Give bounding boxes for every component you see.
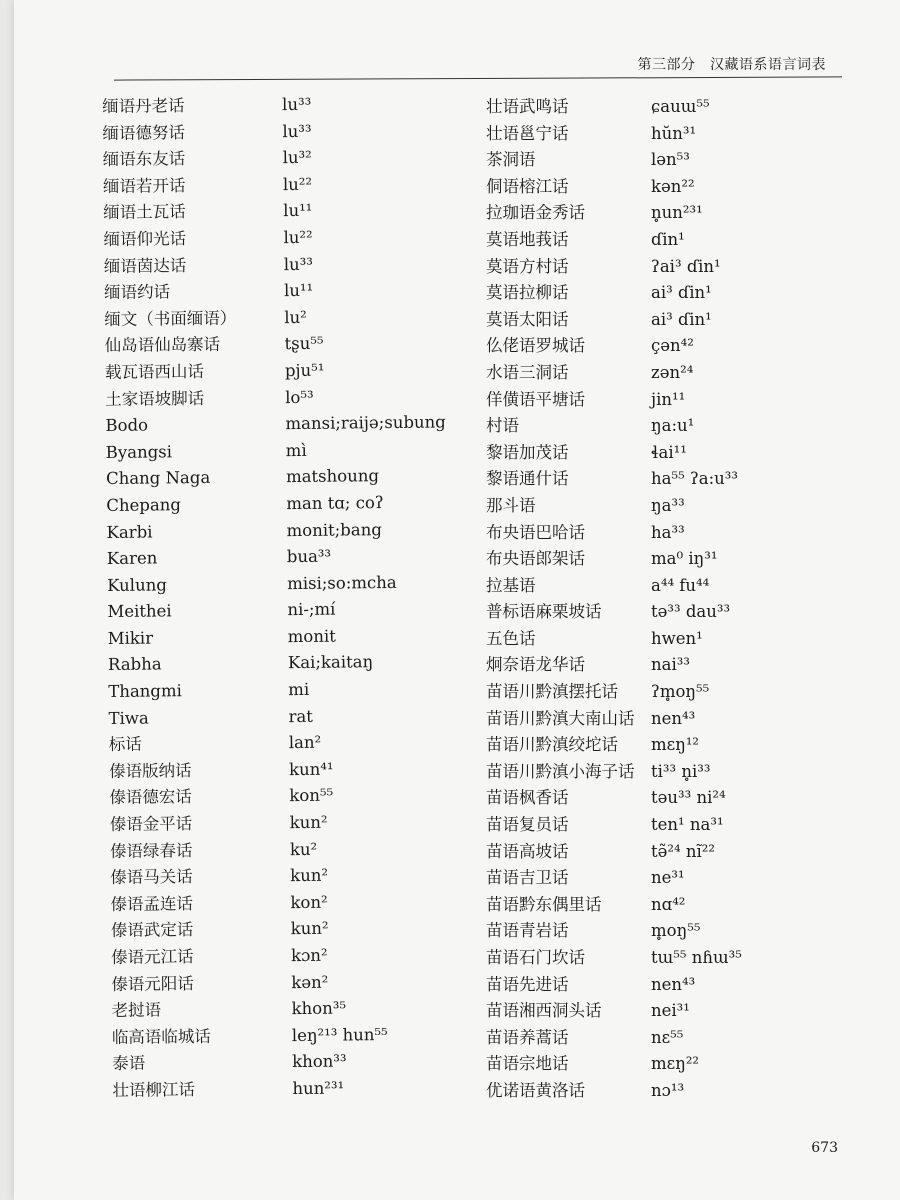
language-name: 苗语黔东偶里话 bbox=[486, 894, 602, 914]
vocab-entry bbox=[486, 254, 856, 281]
vocab-entry bbox=[486, 147, 856, 174]
vocab-entry bbox=[486, 652, 856, 679]
word-form: Kai;kaitaŋ bbox=[287, 652, 374, 673]
language-name: Rabha bbox=[107, 654, 162, 675]
language-name: Chang Naga bbox=[105, 468, 211, 489]
language-name: 佯僙语平塘话 bbox=[486, 389, 585, 409]
language-name: 缅语丹老话 bbox=[102, 96, 185, 116]
book-page bbox=[14, 0, 900, 1200]
language-name: 苗语川黔滇绞坨话 bbox=[486, 735, 618, 755]
vocab-entry bbox=[486, 200, 856, 227]
word-form: kən² bbox=[291, 972, 329, 992]
language-name: 炯奈语龙华话 bbox=[486, 655, 585, 675]
language-name: 傣语马关话 bbox=[110, 867, 193, 888]
language-name: 苗语川黔滇大南山话 bbox=[486, 708, 635, 728]
word-form: ku² bbox=[289, 839, 318, 859]
right-column bbox=[486, 94, 856, 1105]
word-form: mɛŋ²² bbox=[651, 1054, 700, 1074]
vocab-entry bbox=[486, 865, 856, 892]
language-name: 傣语孟连话 bbox=[110, 893, 194, 914]
word-form: jin¹¹ bbox=[651, 389, 686, 409]
word-form: lo⁵³ bbox=[285, 387, 314, 407]
word-form: matshoung bbox=[285, 466, 380, 487]
language-name: 仫佬语罗城话 bbox=[486, 336, 585, 356]
vocab-entry bbox=[486, 440, 856, 467]
vocab-entry bbox=[486, 174, 856, 201]
vocab-entry bbox=[486, 918, 856, 945]
word-form: ti³³ n̥i³³ bbox=[651, 761, 711, 781]
language-name: 标话 bbox=[108, 734, 142, 755]
language-name: 壮语武鸣话 bbox=[486, 97, 569, 116]
word-form: kun² bbox=[290, 865, 329, 886]
word-form: çən⁴² bbox=[651, 336, 694, 356]
vocab-entry bbox=[486, 785, 856, 812]
left-column bbox=[102, 94, 446, 1105]
vocab-entry bbox=[486, 945, 856, 972]
language-name: Karen bbox=[106, 548, 158, 569]
language-name: 临高语临城话 bbox=[111, 1026, 211, 1047]
running-header: 第三部分 汉藏语系语言词表 bbox=[637, 57, 826, 73]
word-form: ten¹ na³¹ bbox=[651, 815, 724, 835]
language-name: 傣语元阳话 bbox=[111, 973, 194, 994]
language-name: 苗语石门坎话 bbox=[486, 948, 585, 967]
vocab-entry bbox=[486, 599, 856, 626]
word-form: ŋa³³ bbox=[651, 495, 685, 515]
language-name: 苗语枫香话 bbox=[486, 788, 569, 808]
vocab-entry bbox=[486, 307, 856, 334]
word-form: nɛ⁵⁵ bbox=[651, 1027, 684, 1047]
word-form: ai³ ɗin¹ bbox=[651, 309, 712, 329]
word-form: nen⁴³ bbox=[651, 974, 696, 994]
language-name: 苗语青岩话 bbox=[486, 921, 569, 941]
word-form: mì bbox=[285, 440, 307, 460]
language-name: 缅语茵达话 bbox=[103, 255, 187, 276]
language-name: 苗语川黔滇摆托话 bbox=[486, 682, 618, 702]
word-form: kun² bbox=[289, 812, 328, 833]
language-name: 缅语德努话 bbox=[102, 122, 186, 143]
word-form: bua³³ bbox=[286, 546, 332, 567]
vocab-entry bbox=[486, 333, 856, 360]
vocab-entry bbox=[486, 493, 856, 520]
word-form: ʔm̥oŋ⁵⁵ bbox=[651, 682, 710, 702]
word-form: tə̃²⁴ nĩ²² bbox=[651, 841, 716, 861]
language-name: 傣语金平话 bbox=[109, 814, 193, 834]
word-form: tə³³ dau³³ bbox=[651, 602, 731, 622]
word-form: monit;bang bbox=[286, 519, 382, 540]
language-name: 泰语 bbox=[112, 1053, 146, 1074]
vocab-entry bbox=[486, 1078, 856, 1105]
word-form: lu¹¹ bbox=[283, 280, 314, 301]
language-name: 黎语通什话 bbox=[486, 469, 569, 489]
language-name: 拉珈语金秀话 bbox=[486, 203, 585, 223]
vocab-entry bbox=[486, 732, 856, 759]
word-form: pju⁵¹ bbox=[284, 360, 325, 381]
vocab-entry bbox=[486, 280, 856, 307]
language-name: 缅语约话 bbox=[103, 282, 171, 303]
language-name: 土家语坡脚话 bbox=[105, 388, 205, 409]
word-form: rat bbox=[288, 706, 313, 726]
word-form: nɑ⁴² bbox=[651, 894, 686, 914]
vocab-entry bbox=[486, 892, 856, 919]
word-form: leŋ²¹³ hun⁵⁵ bbox=[291, 1024, 388, 1045]
language-name: 仙岛语仙岛寨话 bbox=[104, 335, 221, 356]
word-form: ŋa:u¹ bbox=[651, 416, 695, 436]
word-form: ʔai³ ɗin¹ bbox=[651, 256, 721, 276]
language-name: 傣语版纳话 bbox=[108, 760, 192, 781]
language-name: 壮语柳江话 bbox=[112, 1080, 196, 1100]
language-name: Tiwa bbox=[108, 708, 149, 728]
language-name: 布央语郎架话 bbox=[486, 549, 585, 569]
language-name: 缅语东友话 bbox=[102, 149, 186, 170]
language-name: 缅语仰光话 bbox=[103, 229, 187, 249]
language-name: Thangmi bbox=[108, 681, 182, 702]
word-form: ha⁵⁵ ʔa:u³³ bbox=[651, 469, 739, 489]
word-form: kun⁴¹ bbox=[288, 759, 334, 779]
language-name: 苗语先进话 bbox=[486, 974, 569, 994]
language-name: 莫语拉柳话 bbox=[486, 283, 569, 303]
word-form: kun² bbox=[290, 919, 329, 939]
word-form: zən²⁴ bbox=[651, 362, 694, 382]
word-form: kən²² bbox=[651, 176, 695, 196]
header-rule bbox=[114, 76, 842, 80]
word-form: lu³³ bbox=[282, 94, 312, 115]
language-name: 苗语川黔滇小海子话 bbox=[486, 761, 635, 781]
language-name: 苗语养蒿话 bbox=[486, 1027, 569, 1047]
word-form: tɯ⁵⁵ nɦɯ³⁵ bbox=[651, 948, 742, 967]
word-form: lan² bbox=[288, 732, 322, 753]
vocab-entry bbox=[486, 998, 856, 1025]
vocab-entry bbox=[486, 387, 856, 414]
word-form: man tɑ; coʔ bbox=[286, 492, 384, 513]
word-form: ɬai¹¹ bbox=[651, 442, 687, 462]
page-number: 673 bbox=[811, 1140, 838, 1156]
vocab-entry bbox=[486, 227, 856, 254]
word-form: hwen¹ bbox=[651, 628, 703, 648]
language-name: 苗语复员话 bbox=[486, 815, 569, 835]
vocab-entry bbox=[486, 546, 856, 573]
word-form: kon⁵⁵ bbox=[289, 786, 334, 806]
language-name: 莫语太阳话 bbox=[486, 309, 569, 329]
language-name: 那斗语 bbox=[486, 495, 536, 515]
vocab-entry bbox=[486, 706, 856, 733]
word-form: mɛŋ¹² bbox=[651, 735, 700, 755]
vocab-entry bbox=[486, 679, 856, 706]
word-form: khon³⁵ bbox=[291, 998, 347, 1019]
language-name: 缅文（书面缅语） bbox=[104, 308, 237, 329]
language-name: 普标语麻栗坡话 bbox=[486, 602, 602, 622]
word-form: kon² bbox=[290, 892, 328, 912]
word-form: ai³ ɗin¹ bbox=[651, 283, 712, 303]
language-name: 老挝语 bbox=[111, 1000, 162, 1021]
language-name: Kulung bbox=[107, 575, 167, 595]
vocab-entry bbox=[486, 1051, 856, 1078]
language-name: 壮语邕宁话 bbox=[486, 123, 569, 143]
word-form: ɕauɯ⁵⁵ bbox=[651, 97, 710, 116]
vocab-entry bbox=[486, 121, 856, 148]
word-form: lu²² bbox=[282, 174, 313, 194]
word-form: ha³³ bbox=[651, 522, 685, 542]
word-form: kɔn² bbox=[290, 945, 328, 966]
language-name: 苗语湘西洞头话 bbox=[486, 1001, 602, 1021]
vocab-entry bbox=[486, 360, 856, 387]
language-name: 傣语绿春话 bbox=[109, 840, 193, 861]
word-form: tʂu⁵⁵ bbox=[284, 334, 324, 354]
language-name: 莫语方村话 bbox=[486, 256, 569, 276]
word-form: ni-;mí bbox=[287, 599, 336, 620]
language-name: 水语三洞话 bbox=[486, 362, 569, 382]
vocab-entry bbox=[486, 1025, 856, 1052]
word-form: ma⁰ iŋ³¹ bbox=[651, 549, 718, 569]
language-name: 苗语宗地话 bbox=[486, 1054, 569, 1074]
word-form: təu³³ ni²⁴ bbox=[651, 788, 726, 808]
word-form: misi;so:mcha bbox=[287, 572, 397, 593]
language-name: 侗语榕江话 bbox=[486, 176, 569, 196]
word-form: lu¹¹ bbox=[283, 201, 313, 221]
vocab-entry bbox=[486, 573, 856, 600]
word-form: lu³³ bbox=[282, 121, 312, 141]
language-name: 黎语加茂话 bbox=[486, 442, 569, 462]
vocab-entry bbox=[486, 759, 856, 786]
word-form: khon³³ bbox=[292, 1051, 347, 1072]
language-name: Meithei bbox=[107, 601, 172, 622]
word-form: nen⁴³ bbox=[651, 708, 696, 728]
word-form: n̥un²³¹ bbox=[651, 203, 703, 223]
language-name: Bodo bbox=[105, 415, 149, 436]
vocab-entry bbox=[486, 413, 856, 440]
language-name: 布央语巴哈话 bbox=[486, 522, 585, 542]
language-name: Chepang bbox=[106, 495, 182, 515]
word-form: m̥oŋ⁵⁵ bbox=[651, 921, 701, 941]
word-form: monit bbox=[287, 626, 336, 646]
language-name: Karbi bbox=[106, 521, 153, 542]
word-form: nei³¹ bbox=[651, 1001, 690, 1021]
language-name: 优诺语黄洛话 bbox=[486, 1080, 585, 1100]
vocab-entry bbox=[486, 812, 856, 839]
language-name: 载瓦语西山话 bbox=[104, 361, 205, 382]
word-form: hun²³¹ bbox=[292, 1078, 345, 1099]
language-name: 茶洞语 bbox=[486, 150, 536, 170]
word-form: mansi;raijə;subung bbox=[285, 412, 446, 434]
language-name: 傣语武定话 bbox=[110, 920, 194, 941]
vocab-entry bbox=[486, 466, 856, 493]
word-form: ne³¹ bbox=[651, 868, 685, 888]
language-name: 莫语地莪话 bbox=[486, 229, 569, 249]
word-form: lu³² bbox=[282, 147, 312, 168]
word-form: lən⁵³ bbox=[651, 150, 690, 170]
language-name: 拉基语 bbox=[486, 575, 536, 595]
language-name: 缅语土瓦话 bbox=[103, 202, 186, 223]
language-name: 傣语德宏话 bbox=[109, 787, 192, 808]
language-name: Byangsi bbox=[105, 442, 173, 462]
word-form: mi bbox=[288, 679, 310, 700]
language-name: Mikir bbox=[107, 628, 154, 648]
word-form: nɔ¹³ bbox=[651, 1080, 685, 1100]
vocab-entry bbox=[486, 520, 856, 547]
word-form: hŭn³¹ bbox=[651, 123, 697, 143]
language-name: 苗语吉卫话 bbox=[486, 868, 569, 888]
vocab-entry bbox=[486, 839, 856, 866]
word-form: ɗin¹ bbox=[651, 229, 685, 249]
word-form: lu² bbox=[284, 307, 307, 327]
vocab-entry bbox=[486, 972, 856, 999]
vocab-entry bbox=[486, 626, 856, 653]
language-name: 缅语若开话 bbox=[102, 175, 186, 196]
word-form: nai³³ bbox=[651, 655, 690, 675]
language-name: 苗语高坡话 bbox=[486, 841, 569, 861]
word-form: a⁴⁴ fu⁴⁴ bbox=[651, 575, 710, 595]
word-form: lu³³ bbox=[283, 254, 314, 274]
language-name: 五色话 bbox=[486, 628, 536, 648]
word-form: lu²² bbox=[283, 227, 313, 248]
vocab-entry bbox=[486, 94, 856, 121]
language-name: 傣语元江话 bbox=[110, 947, 194, 967]
language-name: 村语 bbox=[486, 416, 519, 436]
